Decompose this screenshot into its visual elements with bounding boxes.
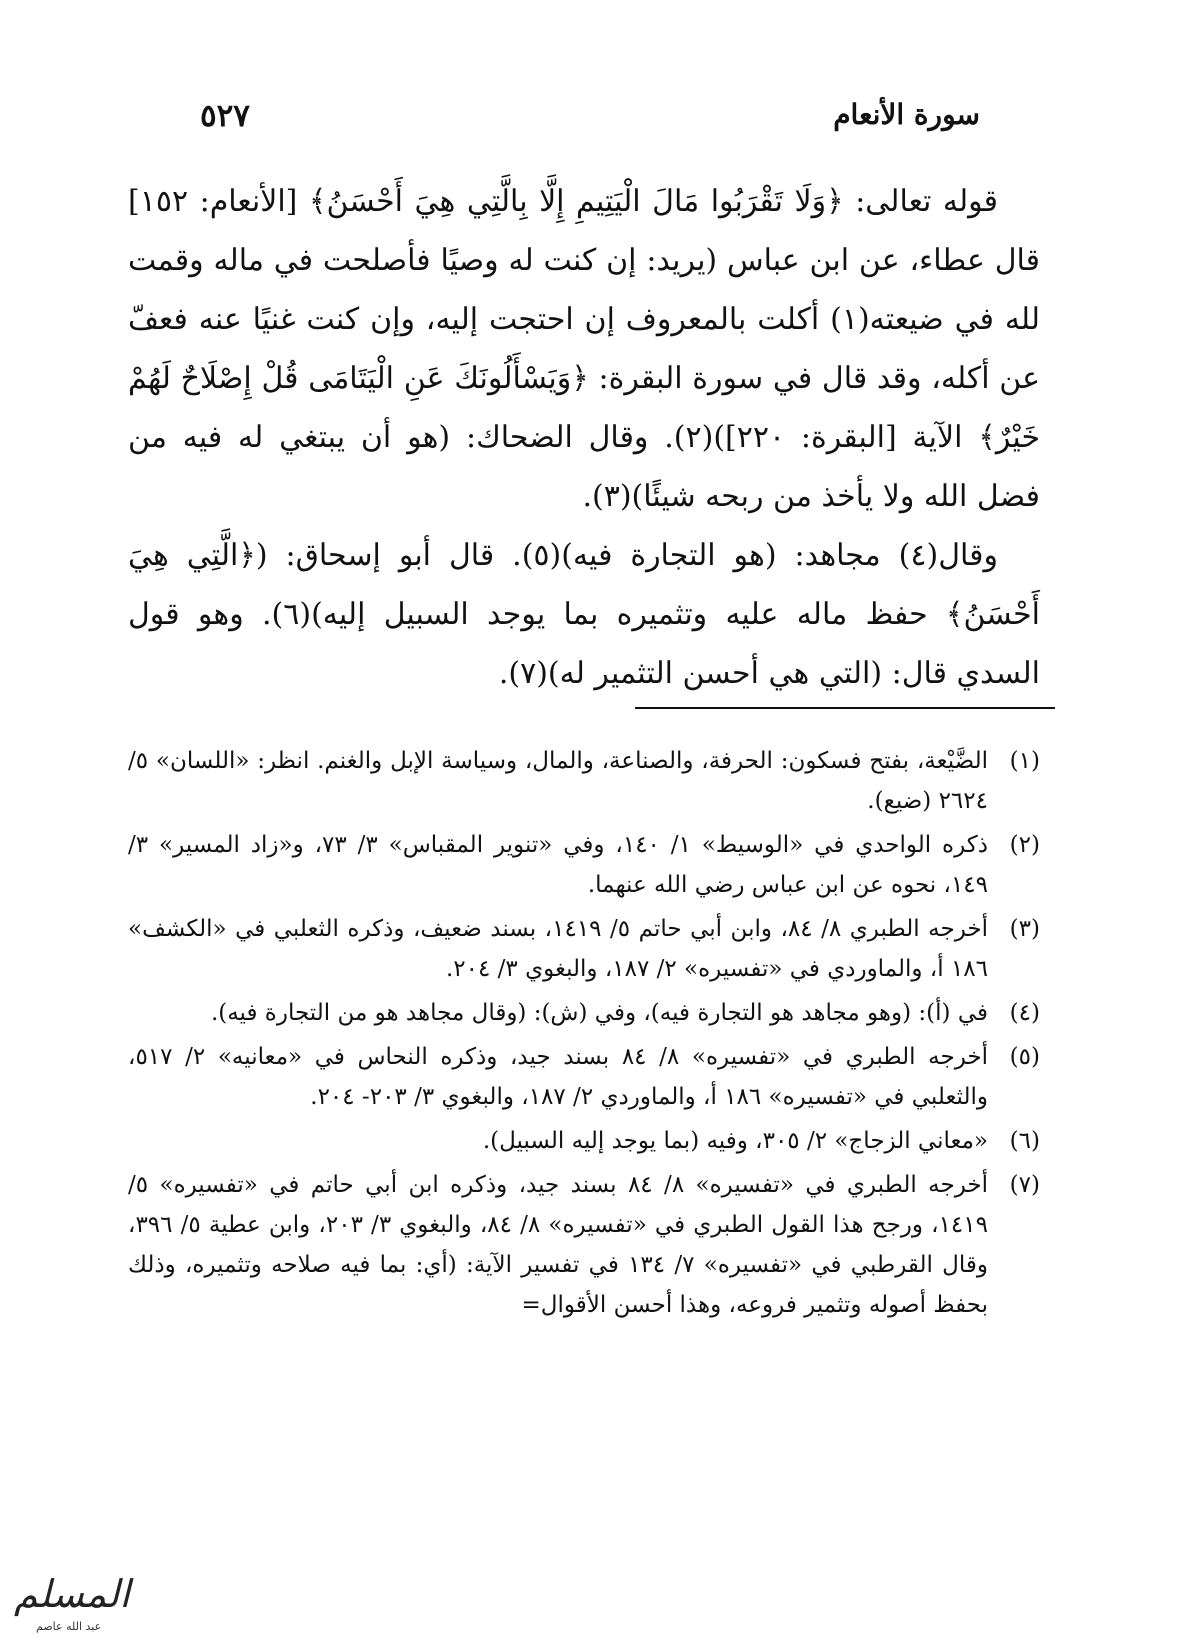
page-number: ٥٢٧: [200, 98, 250, 134]
footnote-separator: [635, 707, 1055, 709]
logo-text: المسلم: [14, 1572, 130, 1616]
footnote: [128, 909, 1040, 989]
footnote-number: (٣): [1009, 916, 1040, 942]
footnote-text: في (أ): (وهو مجاهد هو التجارة فيه)، وفي (ش): (وقال مجاهد هو من التجارة فيه).: [210, 1000, 988, 1026]
main-text: [128, 172, 1040, 703]
footnote: [128, 1165, 1040, 1325]
footnote: [128, 1037, 1040, 1117]
page-header: [190, 88, 980, 148]
footnote-number: (٦): [1009, 1128, 1040, 1154]
footnote: [128, 993, 1040, 1033]
logo-subtext: عبد الله عاصم: [36, 1620, 102, 1633]
footnote-text: «معاني الزجاج» ٢/ ٣٠٥، وفيه (بما يوجد إليه السبيل).: [482, 1128, 988, 1154]
footnote-text: أخرجه الطبري في «تفسيره» ٨/ ٨٤ بسند جيد، وذكره ابن أبي حاتم في «تفسيره» ٥/ ١٤١٩، ورجح هذا القول الطبري في «تفسيره» ٨/ ٨٤، والبغوي ٣/ ٢٠٣، وابن عطية ٥/ ٣٩٦، وقال القرطبي في «تفسيره» ٧/ ١٣٤ في تفسير الآية: (أي: بما فيه صلاحه وتثميره، وذلك بحفظ أصوله وتثمير فروعه، وهذا أحسن الأقوال=: [128, 1172, 989, 1318]
footnote-text: الضَّيْعة، بفتح فسكون: الحرفة، والصناعة، والمال، وسياسة الإبل والغنم. انظر: «اللسان» ٥/ ٢٦٢٤ (ضيع).: [128, 748, 988, 814]
footnote-text: أخرجه الطبري في «تفسيره» ٨/ ٨٤ بسند جيد، وذكره النحاس في «معانيه» ٢/ ٥١٧، والثعلبي في «تفسيره» ١٨٦ أ، والماوردي ٢/ ١٨٧، والبغوي ٣/ ٢٠٣- ٢٠٤.: [128, 1044, 989, 1110]
footnote: [128, 741, 1040, 821]
publisher-logo: [6, 1570, 156, 1642]
footnote-text: ذكره الواحدي في «الوسيط» ١/ ١٤٠، وفي «تنوير المقباس» ٣/ ٧٣، و«زاد المسير» ٣/ ١٤٩، نحوه عن ابن عباس رضي الله عنهما.: [128, 832, 988, 898]
footnote-number: (٤): [1009, 1000, 1040, 1026]
footnote: [128, 1121, 1040, 1161]
footnote-number: (٢): [1009, 832, 1040, 858]
paragraph: قوله تعالى: ﴿وَلَا تَقْرَبُوا مَالَ الْيَتِيمِ إِلَّا بِالَّتِي هِيَ أَحْسَنُ﴾ [الأنعام: ١٥٢] قال عطاء، عن ابن عباس (يريد: إن كنت له وصيًا فأصلحت في ماله وقمت لله في ضيعته(١) أكلت بالمعروف إن احتجت إليه، وإن كنت غنيًا عنه فعفّ عن أكله، وقد قال في سورة البقرة: ﴿وَيَسْأَلُونَكَ عَنِ الْيَتَامَى قُلْ إِصْلَاحٌ لَهُمْ خَيْرٌ﴾ الآية [البقرة: ٢٢٠])(٢). وقال الضحاك: (هو أن يبتغي له فيه من فضل الله ولا يأخذ من ربحه شيئًا)(٣).: [128, 184, 1040, 514]
footnote-number: (٧): [1009, 1172, 1040, 1198]
footnotes: [128, 741, 1040, 1329]
footnote: [128, 825, 1040, 905]
footnote-number: (٥): [1009, 1044, 1040, 1070]
surah-title: سورة الأنعام: [833, 98, 980, 131]
footnote-number: (١): [1009, 748, 1040, 774]
footnote-text: أخرجه الطبري ٨/ ٨٤، وابن أبي حاتم ٥/ ١٤١٩، بسند ضعيف، وذكره الثعلبي في «الكشف» ١٨٦ أ، والماوردي في «تفسيره» ٢/ ١٨٧، والبغوي ٣/ ٢٠٤.: [128, 916, 989, 982]
paragraph: وقال(٤) مجاهد: (هو التجارة فيه)(٥). قال أبو إسحاق: (﴿الَّتِي هِيَ أَحْسَنُ﴾ حفظ ماله عليه وتثميره بما يوجد السبيل إليه)(٦). وهو قول السدي قال: (التي هي أحسن التثمير له)(٧).: [128, 538, 1040, 691]
